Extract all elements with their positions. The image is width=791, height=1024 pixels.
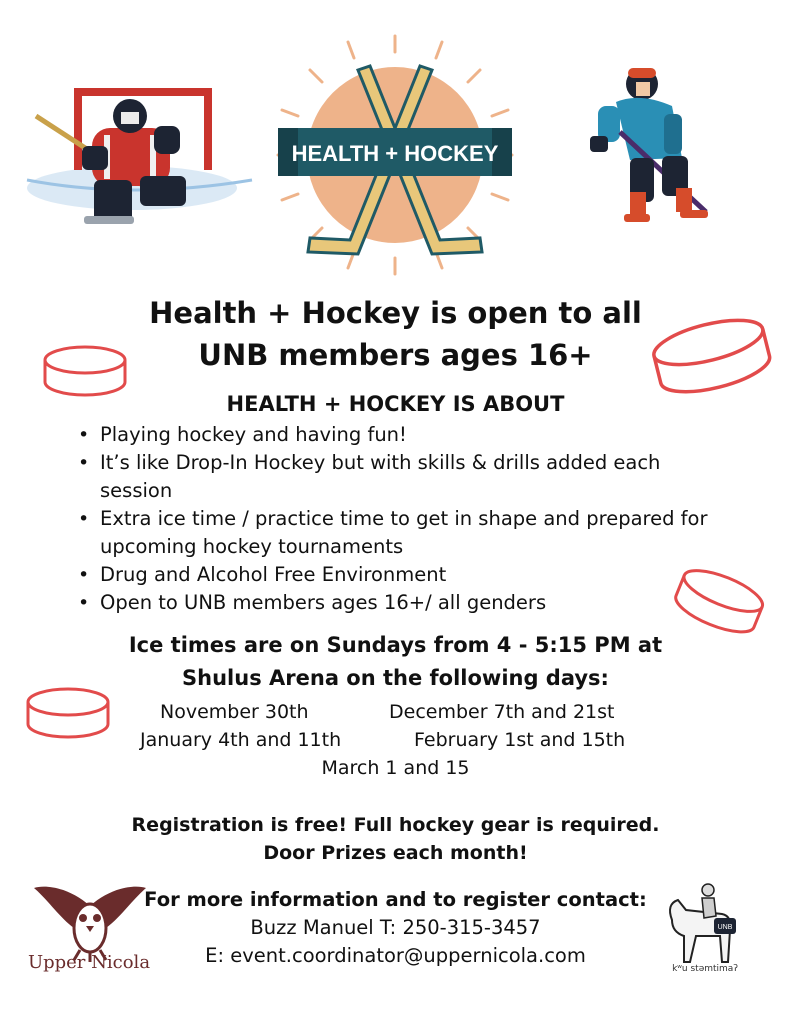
- about-title: HEALTH + HOCKEY IS ABOUT: [226, 392, 565, 416]
- skater-illustration: [580, 62, 720, 237]
- ice-times-line-2: Shulus Arena on the following days:: [182, 666, 609, 690]
- registration-line: Registration is free! Full hockey gear is required.: [131, 814, 660, 836]
- contact-email[interactable]: E: event.coordinator@uppernicola.com: [205, 944, 586, 967]
- ice-times-line-1: Ice times are on Sundays from 4 - 5:15 PM at: [128, 633, 663, 657]
- ice-date: February 1st and 15th: [414, 729, 626, 751]
- about-list: [74, 421, 734, 617]
- contact-phone[interactable]: Buzz Manuel T: 250-315-3457: [250, 916, 541, 939]
- unb-rider-logo: [656, 880, 746, 970]
- ice-date: November 30th: [160, 701, 309, 723]
- door-prizes-line: Door Prizes each month!: [263, 842, 528, 864]
- health-hockey-logo: [270, 30, 520, 280]
- ice-date: March 1 and 15: [321, 757, 470, 779]
- about-item: • Open to UNB members ages 16+/ all genders: [74, 589, 734, 617]
- headline-line-2: UNB members ages 16+: [198, 338, 593, 372]
- unb-logo-text: kʷu stəmtimaʔ: [672, 964, 738, 974]
- unb-badge-text: UNB: [717, 924, 733, 931]
- puck-decoration: [22, 684, 114, 744]
- upper-nicola-logo-text: Upper Nicola: [27, 952, 151, 973]
- contact-title: For more information and to register contact:: [144, 888, 647, 911]
- ice-date: December 7th and 21st: [389, 701, 615, 723]
- logo-banner-text: HEALTH + HOCKEY: [291, 141, 499, 166]
- about-item: • Playing hockey and having fun!: [74, 421, 734, 449]
- ice-date: January 4th and 11th: [140, 729, 342, 751]
- about-item: • It’s like Drop-In Hockey but with skills & drills added each session: [74, 449, 734, 505]
- about-item: • Extra ice time / practice time to get in shape and prepared for upcoming hockey tournaments: [74, 505, 734, 561]
- about-item: • Drug and Alcohol Free Environment: [74, 561, 734, 589]
- goalie-illustration: [22, 80, 262, 230]
- headline-line-1: Health + Hockey is open to all: [149, 296, 642, 330]
